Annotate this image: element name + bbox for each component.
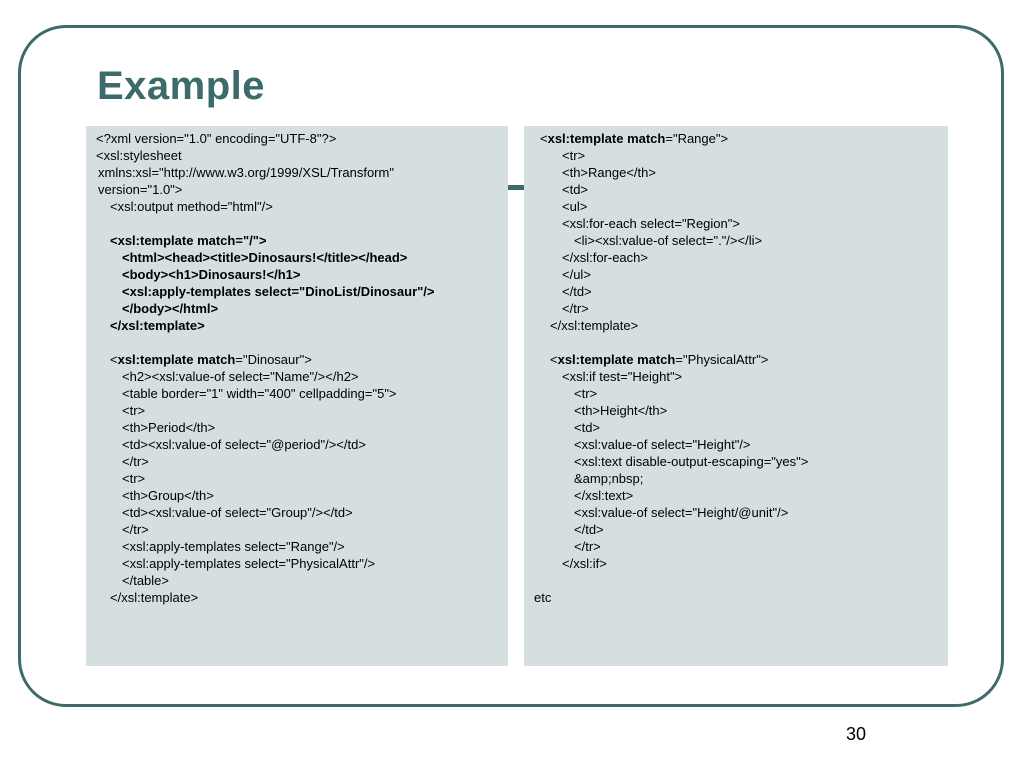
code-text: version="1.0"> xyxy=(98,182,183,197)
code-line xyxy=(524,249,948,266)
code-keyword: </xsl:template> xyxy=(110,318,205,333)
code-text: </xsl:template> xyxy=(550,318,639,333)
blank-line xyxy=(524,572,948,589)
code-line xyxy=(524,470,948,487)
code-keyword: <body><h1>Dinosaurs!</h1> xyxy=(122,267,301,282)
code-text: <th>Range</th> xyxy=(562,165,656,180)
code-text: </td> xyxy=(562,284,592,299)
code-line xyxy=(524,198,948,215)
code-line xyxy=(86,283,508,300)
code-text: <ul> xyxy=(562,199,588,214)
code-line xyxy=(86,487,508,504)
code-keyword: <xsl:apply-templates select="DinoList/Dinosaur"/> xyxy=(122,284,435,299)
code-line xyxy=(86,402,508,419)
code-line xyxy=(524,232,948,249)
code-keyword: </body></html> xyxy=(122,301,219,316)
code-line xyxy=(524,538,948,555)
code-line xyxy=(524,181,948,198)
code-line xyxy=(524,215,948,232)
blank-line xyxy=(524,334,948,351)
code-text: <tr> xyxy=(562,148,586,163)
code-keyword: xsl:template match xyxy=(547,131,666,146)
code-line xyxy=(86,453,508,470)
code-text: </tr> xyxy=(122,522,149,537)
code-text: ="Dinosaur"> xyxy=(235,352,312,367)
code-line xyxy=(86,351,508,368)
blank-line xyxy=(86,334,508,351)
code-line xyxy=(524,521,948,538)
code-line xyxy=(524,164,948,181)
blank-line xyxy=(86,215,508,232)
code-text: </xsl:template> xyxy=(110,590,199,605)
code-line xyxy=(86,317,508,334)
code-keyword: <xsl:template match="/"> xyxy=(110,233,267,248)
code-line xyxy=(86,164,508,181)
code-text: <xsl:stylesheet xyxy=(96,148,182,163)
code-text: </td> xyxy=(574,522,604,537)
code-line xyxy=(86,130,508,147)
code-text: <tr> xyxy=(122,471,146,486)
code-line xyxy=(86,470,508,487)
code-text: etc xyxy=(534,590,552,605)
code-text: <th>Period</th> xyxy=(122,420,216,435)
code-line xyxy=(524,300,948,317)
code-panel-right xyxy=(524,126,948,666)
code-text: </tr> xyxy=(122,454,149,469)
code-line xyxy=(86,521,508,538)
slide-title: Example xyxy=(97,64,266,108)
code-line xyxy=(86,419,508,436)
code-text: <xsl:text disable-output-escaping="yes"> xyxy=(574,454,809,469)
code-keyword: <html><head><title>Dinosaurs!</title></head> xyxy=(122,250,408,265)
code-text: <li><xsl:value-of select="."/></li> xyxy=(574,233,763,248)
code-line xyxy=(86,147,508,164)
code-line xyxy=(524,453,948,470)
code-line xyxy=(86,266,508,283)
code-text: <tr> xyxy=(122,403,146,418)
code-line xyxy=(86,572,508,589)
code-line xyxy=(524,351,948,368)
code-text: < xyxy=(110,352,118,367)
code-text: </xsl:text> xyxy=(574,488,634,503)
code-text: <?xml version="1.0" encoding="UTF-8"?> xyxy=(96,131,337,146)
code-keyword: xsl:template match xyxy=(117,352,236,367)
code-line xyxy=(86,504,508,521)
code-line xyxy=(524,555,948,572)
code-line xyxy=(524,487,948,504)
code-line xyxy=(524,317,948,334)
code-text: <tr> xyxy=(574,386,598,401)
code-line xyxy=(86,249,508,266)
code-text: <th>Group</th> xyxy=(122,488,214,503)
code-text: &amp;nbsp; xyxy=(574,471,644,486)
code-text: <th>Height</th> xyxy=(574,403,668,418)
code-text: </xsl:if> xyxy=(562,556,607,571)
code-text: <td> xyxy=(562,182,589,197)
code-text: <xsl:for-each select="Region"> xyxy=(562,216,740,231)
code-panel-left xyxy=(86,126,508,666)
code-text: </table> xyxy=(122,573,169,588)
code-text: <xsl:value-of select="Height/@unit"/> xyxy=(574,505,789,520)
code-line xyxy=(86,232,508,249)
code-text: < xyxy=(550,352,558,367)
code-text: <td><xsl:value-of select="@period"/></td> xyxy=(122,437,366,452)
code-text: xmlns:xsl="http://www.w3.org/1999/XSL/Transform" xyxy=(98,165,394,180)
code-line xyxy=(524,436,948,453)
code-line xyxy=(524,419,948,436)
code-line xyxy=(524,130,948,147)
code-line xyxy=(86,538,508,555)
code-line xyxy=(524,368,948,385)
code-line xyxy=(524,504,948,521)
code-text: <xsl:apply-templates select="Range"/> xyxy=(122,539,345,554)
code-line xyxy=(86,300,508,317)
code-keyword: xsl:template match xyxy=(557,352,676,367)
code-text: <xsl:value-of select="Height"/> xyxy=(574,437,751,452)
code-text: < xyxy=(540,131,548,146)
code-text: <td><xsl:value-of select="Group"/></td> xyxy=(122,505,353,520)
code-line xyxy=(524,402,948,419)
code-line xyxy=(86,368,508,385)
code-text: <h2><xsl:value-of select="Name"/></h2> xyxy=(122,369,359,384)
code-text: <xsl:output method="html"/> xyxy=(110,199,273,214)
code-line xyxy=(524,589,948,606)
code-line xyxy=(86,589,508,606)
code-text: <xsl:apply-templates select="PhysicalAttr"/> xyxy=(122,556,376,571)
code-line xyxy=(86,555,508,572)
code-text: </tr> xyxy=(562,301,589,316)
code-line xyxy=(86,198,508,215)
code-line xyxy=(524,147,948,164)
code-text: <xsl:if test="Height"> xyxy=(562,369,683,384)
code-text: ="PhysicalAttr"> xyxy=(675,352,769,367)
code-line xyxy=(86,385,508,402)
code-text: </tr> xyxy=(574,539,601,554)
code-line xyxy=(524,385,948,402)
code-line xyxy=(86,436,508,453)
code-text: </xsl:for-each> xyxy=(562,250,648,265)
code-text: ="Range"> xyxy=(665,131,729,146)
code-line xyxy=(524,283,948,300)
code-text: <table border="1" width="400" cellpadding="5"> xyxy=(122,386,397,401)
code-line xyxy=(86,181,508,198)
page-number: 30 xyxy=(846,724,867,744)
code-text: </ul> xyxy=(562,267,591,282)
code-line xyxy=(524,266,948,283)
code-text: <td> xyxy=(574,420,601,435)
